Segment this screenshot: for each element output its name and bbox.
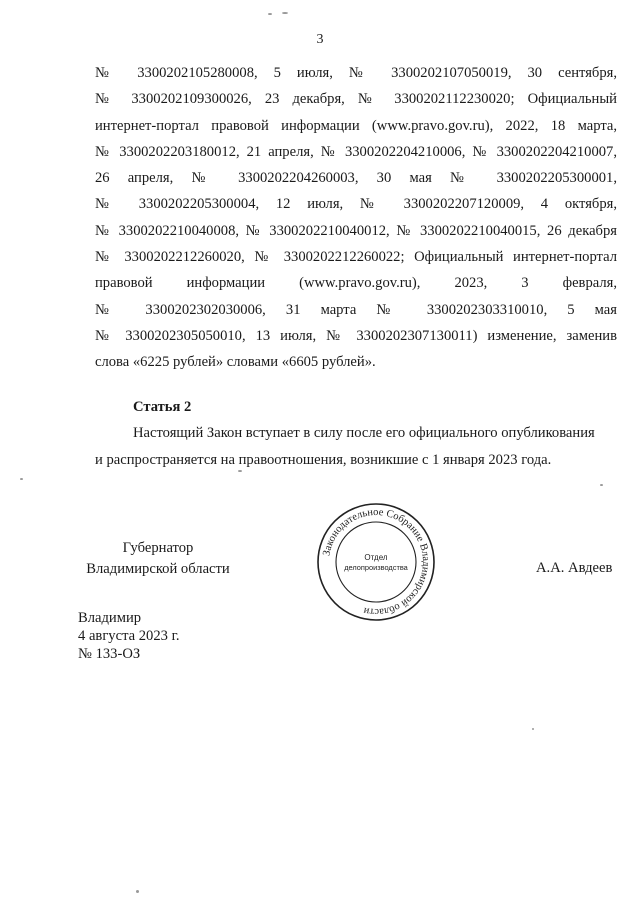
text-line: № 3300202105280008, 5 июля, № 3300202107050019, 30 сентября, (95, 65, 617, 81)
signatory-name: А.А. Авдеев (536, 560, 613, 576)
scan-speck (268, 13, 272, 15)
text-line: 26 апреля, № 3300202204260003, 30 мая № 3300202205300001, (95, 170, 617, 187)
footer-city: Владимир (78, 610, 142, 626)
text-line: № 3300202205300004, 12 июля, № 3300202207120009, 4 октября, (95, 196, 617, 213)
text-line: № 3300202109300026, 23 декабря, № 3300202112230020; Официальный (95, 91, 617, 108)
footer-date: 4 августа 2023 г. (78, 628, 180, 644)
article-title: Статья 2 (133, 399, 192, 415)
scan-speck (20, 478, 23, 480)
official-seal (314, 500, 438, 624)
article-line: Настоящий Закон вступает в силу после его официального опубликования (133, 425, 595, 442)
position-line: Владимирской области (86, 561, 230, 577)
position-line: Губернатор (122, 540, 194, 556)
scan-speck (238, 470, 242, 472)
text-line: интернет-портал правовой информации (www.pravo.gov.ru), 2022, 18 марта, (95, 117, 617, 134)
footer-number: № 133-ОЗ (78, 646, 141, 662)
text-line: № 3300202203180012, 21 апреля, № 3300202204210006, № 3300202204210007, (95, 143, 617, 160)
text-line: № 3300202212260020, № 3300202212260022; Официальный интернет-портал (95, 249, 617, 266)
signatory-position (78, 538, 238, 580)
scan-speck (532, 728, 534, 730)
text-line: правовой информации (www.pravo.gov.ru), 2023, 3 февраля, (95, 275, 617, 292)
scan-speck (282, 12, 288, 14)
seal-center-line: Отдел (364, 553, 388, 562)
scan-speck (600, 484, 603, 486)
text-line: № 3300202302030006, 31 марта № 3300202303310010, 5 мая (95, 301, 617, 318)
page-number: 3 (316, 32, 324, 47)
text-line: слова «6225 рублей» словами «6605 рублей». (95, 354, 376, 371)
article-section (95, 394, 617, 473)
main-paragraph (95, 60, 617, 376)
document-footer (78, 609, 180, 663)
text-line: № 3300202305050010, 13 июля, № 3300202307130011) изменение, заменив (95, 327, 617, 344)
seal-ring-text: Законодательное Собрание Владимирской области (321, 506, 432, 618)
article-line: и распространяется на правоотношения, возникшие с 1 января 2023 года. (95, 451, 552, 468)
scan-speck (136, 890, 139, 893)
seal-center-line: делопроизводства (344, 563, 408, 572)
text-line: № 3300202210040008, № 3300202210040012, № 3300202210040015, 26 декабря (95, 222, 617, 239)
